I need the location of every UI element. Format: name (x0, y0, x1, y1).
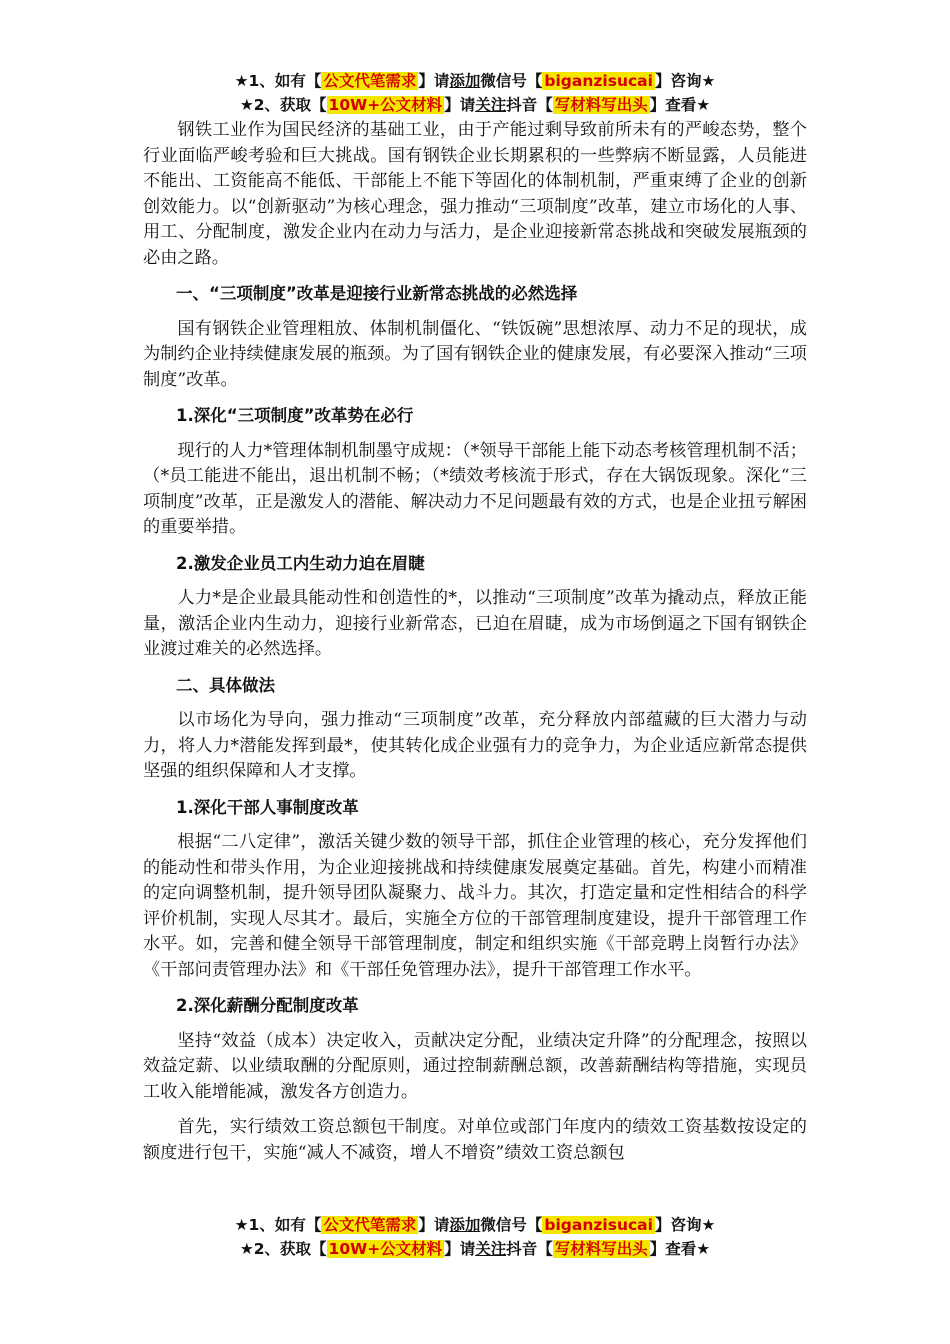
highlight-wechat-id: biganzisucai (544, 72, 653, 90)
promo-line-2: ★2、获取【 10W+公文材料 】请关注抖音【 写材料写出头 】查看★ (239, 1240, 711, 1258)
section-2-heading: 二、具体做法 (176, 675, 275, 695)
highlight-service: 公文代笔需求 (323, 72, 417, 90)
highlight-douyin-account: 写材料写出头 (554, 1240, 648, 1258)
subsection-1-2-heading: 2.激发企业员工内生动力迫在眉睫 (176, 553, 425, 573)
highlight-douyin-account: 写材料写出头 (554, 96, 648, 114)
promo-banner-bottom (0, 1213, 950, 1261)
section-2-paragraph: 以市场化为导向，强力推动“三项制度”改革，充分释放内部蕴藏的巨大潜力与动力，将人力*潜能发挥到最*，使其转化成企业强有力的竞争力，为企业适应新常态提供坚强的组织保障和人才支撑。 (143, 710, 807, 781)
highlight-materials: 10W+公文材料 (328, 1240, 443, 1258)
promo-line-2: ★2、获取【 10W+公文材料 】请关注抖音【 写材料写出头 】查看★ (239, 96, 711, 114)
intro-paragraph: 钢铁工业作为国民经济的基础工业，由于产能过剩导致前所未有的严峻态势，整个行业面临严峻考验和巨大挑战。国有钢铁企业长期累积的一些弊病不断显露，人员能进不能出、工资能高不能低、干部能上不能下等固化的体制机制，严重束缚了企业的创新创效能力。以“创新驱动”为核心理念，强力推动“三项制度”改革，建立市场化的人事、用工、分配制度，激发企业内在动力与活力，是企业迎接新常态挑战和突破发展瓶颈的必由之路。 (143, 120, 807, 268)
highlight-service: 公文代笔需求 (323, 1216, 417, 1234)
subsection-2-1-paragraph: 根据“二八定律”，激活关键少数的领导干部，抓住企业管理的核心，充分发挥他们的能动性和带头作用，为企业迎接挑战和持续健康发展奠定基础。首先，构建小而精准的定向调整机制，提升领导团队凝聚力、战斗力。其次，打造定量和定性相结合的科学评价机制，实现人尽其才。最后，实施全方位的干部管理制度建设，提升干部管理工作水平。如，完善和健全领导干部管理制度，制定和组织实施《干部竞聘上岗暂行办法》《干部问责管理办法》和《干部任免管理办法》，提升干部管理工作水平。 (143, 832, 807, 980)
promo-line-1: ★1、如有【 公文代笔需求 】请添加微信号【 biganzisucai 】咨询★ (234, 72, 716, 90)
subsection-2-1-heading: 1.深化干部人事制度改革 (176, 797, 359, 817)
subsection-1-2-paragraph: 人力*是企业最具能动性和创造性的*，以推动“三项制度”改革为撬动点，释放正能量，激活企业内生动力，迎接行业新常态，已迫在眉睫，成为市场倒逼之下国有钢铁企业渡过难关的必然选择。 (143, 588, 807, 659)
subsection-1-1-paragraph: 现行的人力*管理体制机制墨守成规：（*领导干部能上能下动态考核管理机制不活；（*员工能进不能出，退出机制不畅；（*绩效考核流于形式，存在大锅饭现象。深化“三项制度”改革，正是激发人的潜能、解决动力不足问题最有效的方式，也是企业扭亏解困的重要举措。 (143, 440, 807, 537)
subsection-1-1-heading: 1.深化“三项制度”改革势在必行 (176, 406, 414, 425)
document-body (143, 118, 807, 1166)
subsection-2-2-heading: 2.深化薪酬分配制度改革 (176, 996, 359, 1015)
subsection-2-2-paragraph-1: 坚持“效益（成本）决定收入，贡献决定分配，业绩决定升降”的分配理念，按照以效益定薪、以业绩取酬的分配原则，通过控制薪酬总额，改善薪酬结构等措施，实现员工收入能增能减，激发各方创造力。 (143, 1030, 807, 1102)
section-1-paragraph: 国有钢铁企业管理粗放、体制机制僵化、“铁饭碗”思想浓厚、动力不足的现状，成为制约企业持续健康发展的瓶颈。为了国有钢铁企业的健康发展，有必要深入推动“三项制度”改革。 (143, 318, 807, 390)
highlight-materials: 10W+公文材料 (328, 96, 443, 114)
subsection-2-2-paragraph-2: 首先，实行绩效工资总额包干制度。对单位或部门年度内的绩效工资基数按设定的额度进行包干，实施“减人不减资，增人不增资”绩效工资总额包 (143, 1117, 807, 1163)
promo-banner-top (0, 69, 950, 117)
highlight-wechat-id: biganzisucai (544, 1216, 653, 1234)
promo-line-1: ★1、如有【 公文代笔需求 】请添加微信号【 biganzisucai 】咨询★ (234, 1216, 716, 1234)
section-1-heading: 一、“三项制度”改革是迎接行业新常态挑战的必然选择 (176, 284, 578, 303)
